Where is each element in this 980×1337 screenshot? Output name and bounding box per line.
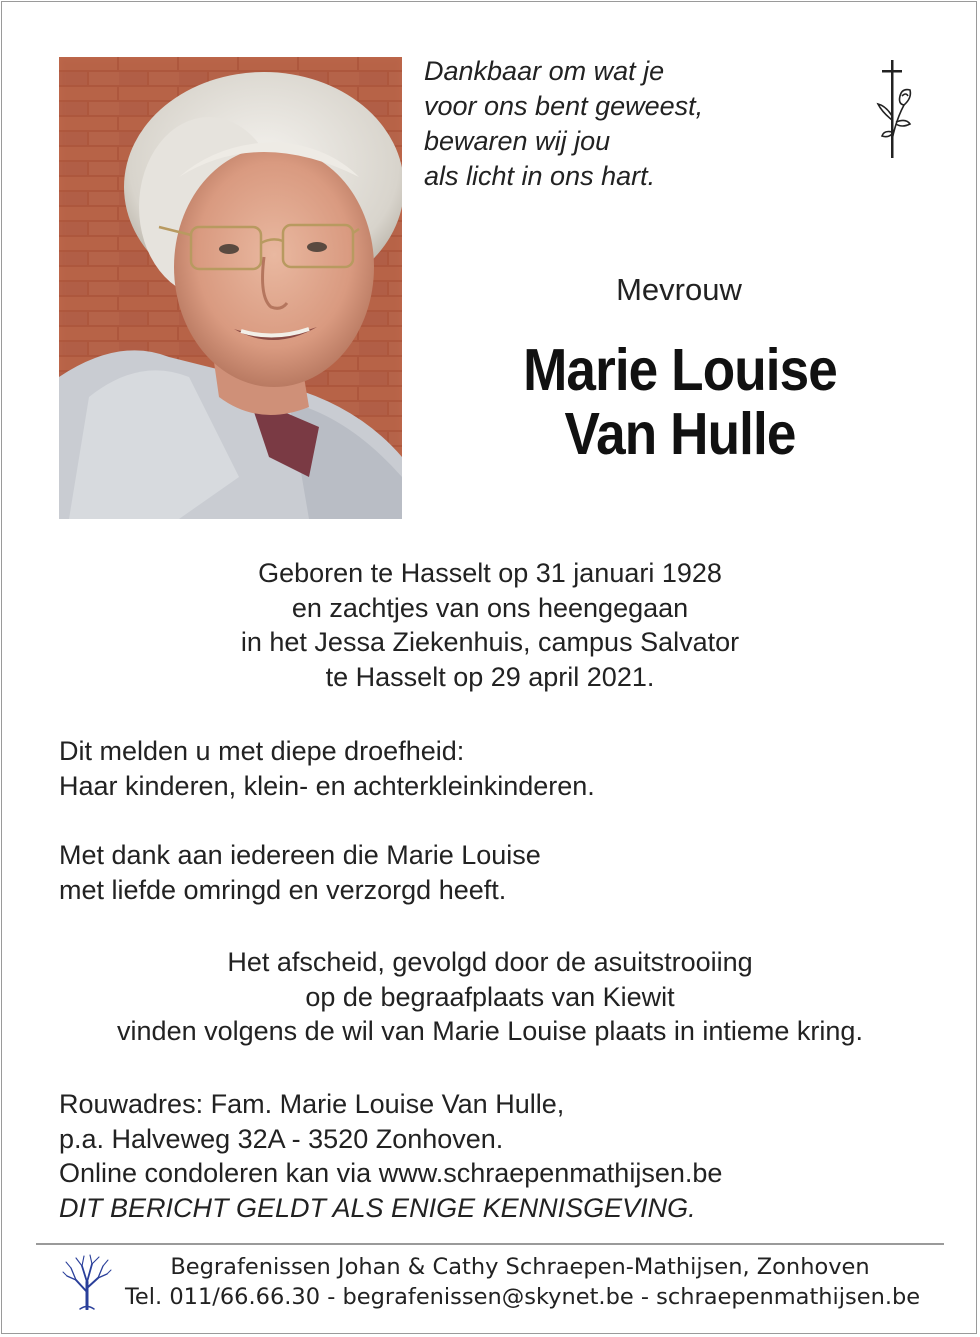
official-notice: DIT BERICHT GELDT ALS ENIGE KENNISGEVING. [59, 1192, 696, 1223]
text-line: Het afscheid, gevolgd door de asuitstrooiing [227, 947, 753, 977]
funeral-home-name: Begrafenissen Johan & Cathy Schraepen-Mathijsen, Zonhoven [170, 1254, 870, 1280]
announcement [59, 734, 595, 803]
text-line: Rouwadres: Fam. Marie Louise Van Hulle, [59, 1089, 565, 1119]
mourning-address [59, 1087, 722, 1225]
farewell-details [0, 945, 980, 1049]
poem-line: Dankbaar om wat je [424, 56, 665, 86]
text-line: Online condoleren kan via www.schraepenmathijsen.be [59, 1158, 723, 1188]
name-line-first: Marie Louise [523, 337, 837, 403]
text-line: te Hasselt op 29 april 2021. [325, 661, 655, 692]
text-line: vinden volgens de wil van Marie Louise plaats in intieme kring. [117, 1016, 863, 1046]
divider [36, 1243, 944, 1245]
deceased-name [491, 338, 869, 466]
birth-death-details [0, 556, 980, 694]
funeral-home-footer [125, 1252, 921, 1312]
thanks-note [59, 838, 541, 907]
funeral-home-contact: Tel. 011/66.66.30 - begrafenissen@skynet.be - schraepenmathijsen.be [125, 1284, 921, 1310]
text-line: p.a. Halveweg 32A - 3520 Zonhoven. [59, 1123, 504, 1154]
honorific-title: Mevrouw [616, 272, 742, 307]
cross-with-rose-icon [874, 60, 920, 163]
text-line: Haar kinderen, klein- en achterkleinkinderen. [59, 770, 595, 801]
name-line-last: Van Hulle [564, 401, 796, 467]
tree-logo-icon [62, 1252, 112, 1315]
text-line: Met dank aan iedereen die Marie Louise [59, 840, 541, 870]
text-line: en zachtjes van ons heengegaan [291, 592, 689, 623]
poem [424, 54, 703, 194]
text-line: in het Jessa Ziekenhuis, campus Salvator [240, 627, 740, 657]
poem-line: voor ons bent geweest, [424, 91, 704, 121]
poem-line: als licht in ons hart. [424, 161, 656, 191]
text-line: Geboren te Hasselt op 31 januari 1928 [258, 558, 722, 588]
text-line: met liefde omringd en verzorgd heeft. [59, 874, 507, 905]
portrait-photo [59, 57, 402, 519]
poem-line: bewaren wij jou [424, 126, 611, 156]
text-line: Dit melden u met diepe droefheid: [59, 736, 465, 766]
text-line: op de begraafplaats van Kiewit [305, 981, 675, 1012]
